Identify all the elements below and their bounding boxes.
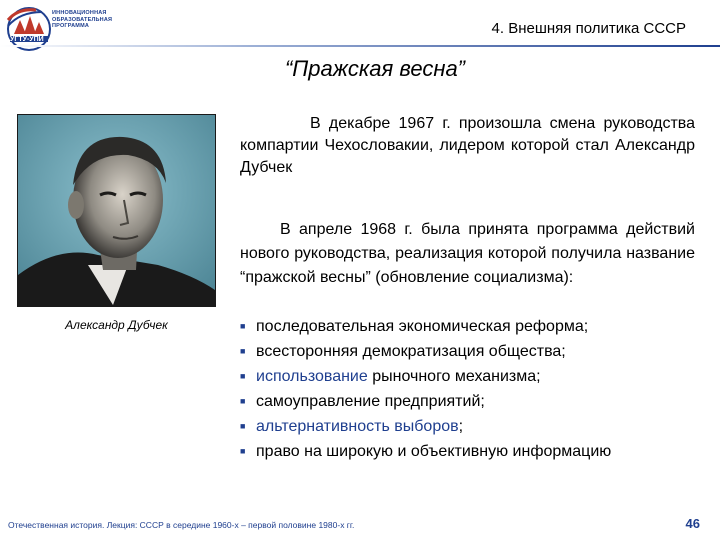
list-item: ■ всесторонняя демократизация общества; <box>240 339 702 364</box>
square-bullet-icon: ■ <box>240 396 246 406</box>
square-bullet-icon: ■ <box>240 446 246 456</box>
square-bullet-icon: ■ <box>240 346 246 356</box>
square-bullet-icon: ■ <box>240 421 246 431</box>
header-divider <box>0 45 720 47</box>
program-bullet-list <box>240 314 702 464</box>
section-title: 4. Внешняя политика СССР <box>491 20 686 37</box>
logo-line: ПРОГРАММА <box>52 23 90 29</box>
list-item: ■ использование рыночного механизма; <box>240 364 702 389</box>
paragraph-program: В апреле 1968 г. была принята программа действий нового руководства, реализация которой получила название “пражской весны” (обновление социализма): <box>240 221 695 286</box>
list-item: ■ последовательная экономическая реформа; <box>240 314 702 339</box>
portrait-caption: Александр Дубчек <box>65 318 168 332</box>
slide-title: “Пражская весна” <box>284 56 466 81</box>
logo-text <box>52 10 124 30</box>
logo-line: ИННОВАЦИОННАЯ <box>52 10 107 16</box>
portrait-image <box>18 115 215 306</box>
square-bullet-icon: ■ <box>240 321 246 331</box>
portrait-photo <box>17 114 216 307</box>
square-bullet-icon: ■ <box>240 371 246 381</box>
list-item: ■ альтернативность выборов; <box>240 414 702 439</box>
list-item: ■ право на широкую и объективную информацию <box>240 439 702 464</box>
page-number: 46 <box>685 516 700 531</box>
list-item: ■ самоуправление предприятий; <box>240 389 702 414</box>
footer-course-title: Отечественная история. Лекция: СССР в середине 1960-х – первой половине 1980-х гг. <box>8 520 355 530</box>
paragraph-intro: В декабре 1967 г. произошла смена руководства компартии Чехословакии, лидером которой стал Александр Дубчек <box>240 115 695 176</box>
logo-line: ОБРАЗОВАТЕЛЬНАЯ <box>52 16 113 23</box>
university-logo <box>6 6 126 68</box>
logo-badge: УГТУ-УПИ <box>10 36 44 43</box>
